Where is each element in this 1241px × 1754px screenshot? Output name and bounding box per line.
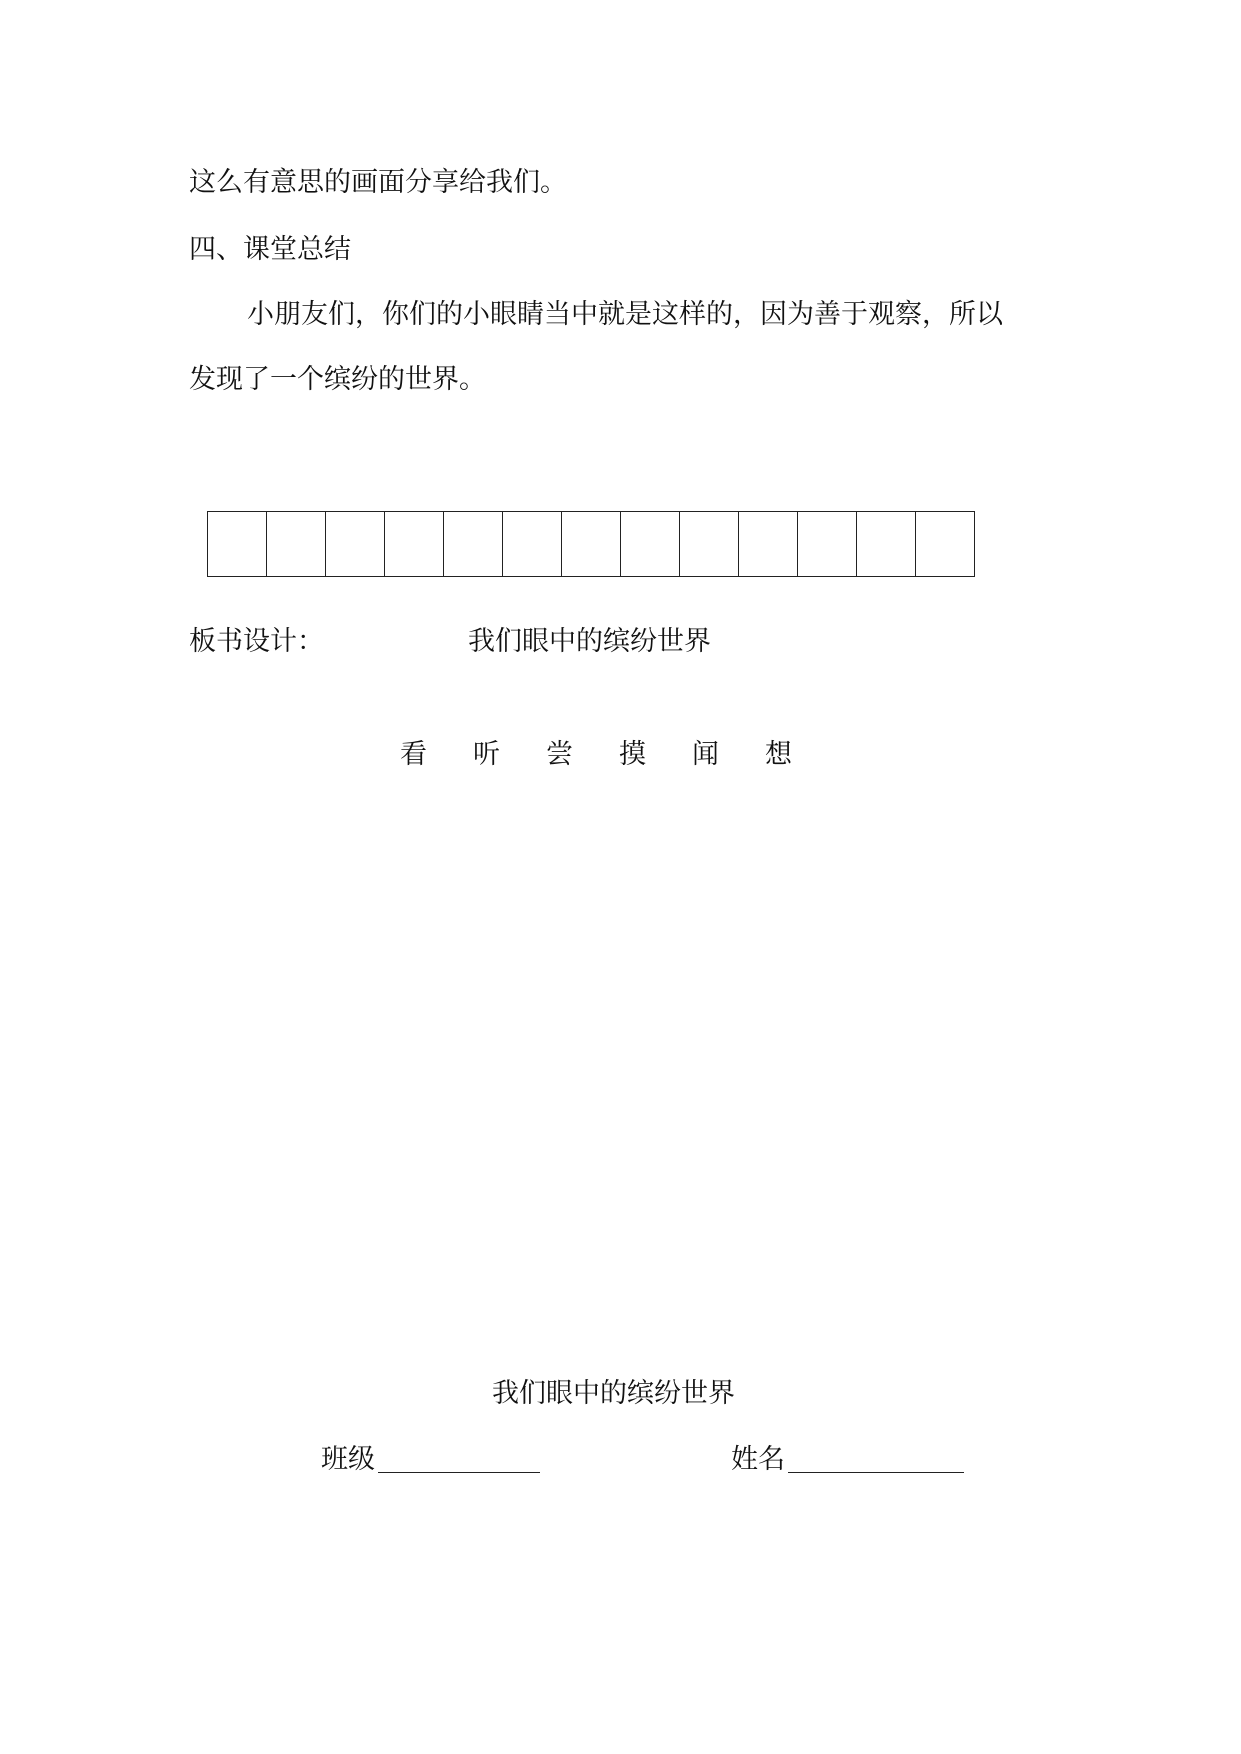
character-box [797,511,857,577]
section-heading: 四、课堂总结 [189,234,351,265]
character-box [502,511,562,577]
sense-think: 想 [765,739,792,770]
name-label: 姓名 [731,1444,785,1475]
summary-paragraph-line-1: 小朋友们，你们的小眼睛当中就是这样的，因为善于观察，所以 [247,299,1003,330]
board-design-title: 我们眼中的缤纷世界 [468,626,711,657]
character-box [738,511,798,577]
summary-paragraph-line-2: 发现了一个缤纷的世界。 [189,364,486,395]
sense-listen: 听 [473,739,500,770]
character-box [856,511,916,577]
name-blank-line [788,1472,964,1473]
character-box-row [207,511,974,577]
character-box [207,511,267,577]
class-blank-line [378,1472,540,1473]
continuation-line: 这么有意思的画面分享给我们。 [189,167,567,198]
senses-row [400,737,840,773]
class-label: 班级 [321,1444,375,1475]
character-box [915,511,975,577]
board-design-label: 板书设计： [189,626,324,657]
character-box [443,511,503,577]
character-box [620,511,680,577]
sense-touch: 摸 [619,739,646,770]
sense-taste: 尝 [546,739,573,770]
sense-look: 看 [400,739,427,770]
character-box [679,511,739,577]
character-box [384,511,444,577]
character-box [266,511,326,577]
worksheet-title: 我们眼中的缤纷世界 [492,1378,735,1409]
character-box [561,511,621,577]
character-box [325,511,385,577]
sense-smell: 闻 [692,739,719,770]
